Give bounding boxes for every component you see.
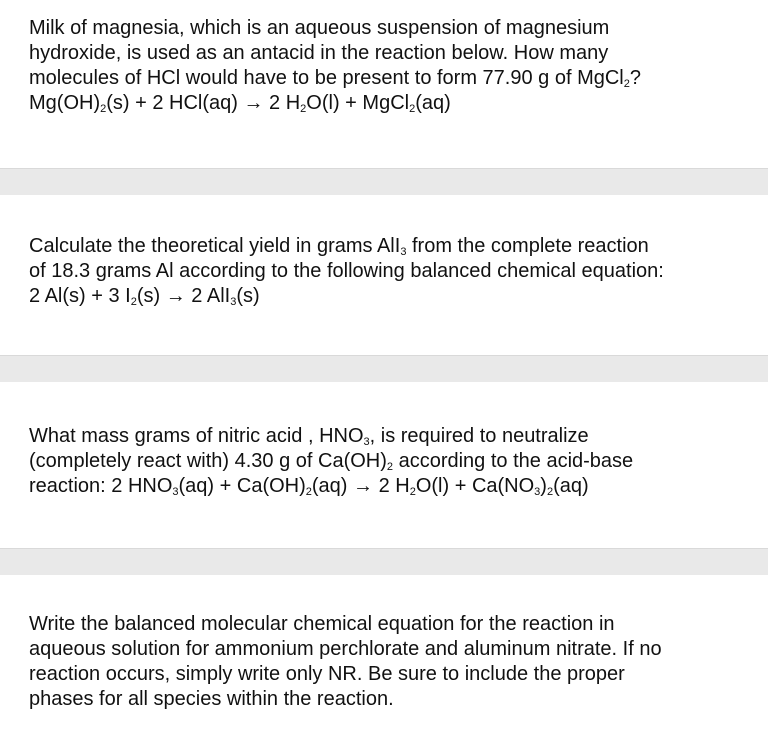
- question-line: [29, 637, 754, 662]
- question-line: [29, 284, 754, 309]
- text-run: O(l) + Ca(NO: [415, 475, 535, 497]
- text-run: 2 Al(s) + 3 I: [29, 285, 131, 307]
- text-run: (aq): [415, 92, 451, 114]
- subscript: 2: [305, 486, 312, 498]
- text-run: (completely react with) 4.30 g of Ca(OH): [29, 450, 387, 472]
- text-run: aqueous solution for ammonium perchlorate and aluminum nitrate. If no: [29, 638, 662, 660]
- text-run: molecules of HCl would have to be present to form 77.90 g of MgCl: [29, 67, 624, 89]
- text-run: (s) + 2 HCl(aq) → 2 H: [106, 92, 301, 114]
- question-line: [29, 474, 754, 499]
- question-line: [29, 259, 754, 284]
- question-line: [29, 424, 754, 449]
- question-line: [29, 66, 754, 91]
- text-run: O(l) + MgCl: [306, 92, 410, 114]
- text-run: reaction occurs, simply write only NR. Be sure to include the proper: [29, 663, 625, 685]
- subscript: 2: [300, 103, 307, 115]
- text-run: Milk of magnesia, which is an aqueous suspension of magnesium: [29, 17, 610, 39]
- text-run: (aq) → 2 H: [311, 475, 410, 497]
- subscript: 2: [386, 461, 394, 473]
- question-text-3: [29, 424, 754, 499]
- question-card-2: [0, 195, 768, 355]
- question-card-4: [0, 575, 768, 746]
- subscript: 2: [409, 486, 416, 498]
- subscript: 3: [172, 486, 179, 498]
- subscript: 3: [534, 486, 541, 498]
- text-run: reaction: 2 HNO: [29, 475, 173, 497]
- question-line: [29, 91, 754, 116]
- question-line: [29, 612, 754, 637]
- text-run: (s): [236, 285, 260, 307]
- question-line: [29, 449, 754, 474]
- text-run: (s) → 2 AlI: [136, 285, 231, 307]
- card-separator: [0, 355, 768, 382]
- card-separator: [0, 168, 768, 195]
- subscript: 3: [400, 246, 407, 258]
- text-run: (aq): [553, 475, 589, 497]
- text-run: (aq) + Ca(OH): [178, 475, 306, 497]
- question-line: [29, 662, 754, 687]
- text-run: hydroxide, is used as an antacid in the reaction below. How many: [29, 42, 609, 64]
- text-run: ): [540, 475, 547, 497]
- question-line: [29, 41, 754, 66]
- text-run: , is required to neutralize: [369, 425, 589, 447]
- question-text-1: [29, 16, 754, 116]
- subscript: 2: [100, 103, 107, 115]
- question-card-3: [0, 382, 768, 548]
- text-run: Write the balanced molecular chemical equation for the reaction in: [29, 613, 615, 635]
- text-run: ?: [629, 67, 641, 89]
- text-run: What mass grams of nitric acid , HNO: [29, 425, 364, 447]
- question-line: [29, 16, 754, 41]
- question-text-4: [29, 612, 754, 712]
- text-run: of 18.3 grams Al according to the following balanced chemical equation:: [29, 260, 664, 282]
- question-card-1: [0, 0, 768, 168]
- subscript: 2: [130, 296, 137, 308]
- subscript: 2: [623, 78, 630, 90]
- subscript: 2: [546, 486, 554, 498]
- subscript: 2: [409, 103, 416, 115]
- text-run: Mg(OH): [29, 92, 101, 114]
- text-run: according to the acid-base: [393, 450, 634, 472]
- card-separator: [0, 548, 768, 575]
- question-text-2: [29, 234, 754, 309]
- subscript: 3: [230, 296, 237, 308]
- text-run: phases for all species within the reaction.: [29, 688, 394, 710]
- question-line: [29, 687, 754, 712]
- question-line: [29, 234, 754, 259]
- text-run: Calculate the theoretical yield in grams AlI: [29, 235, 401, 257]
- subscript: 3: [363, 436, 370, 448]
- text-run: from the complete reaction: [406, 235, 649, 257]
